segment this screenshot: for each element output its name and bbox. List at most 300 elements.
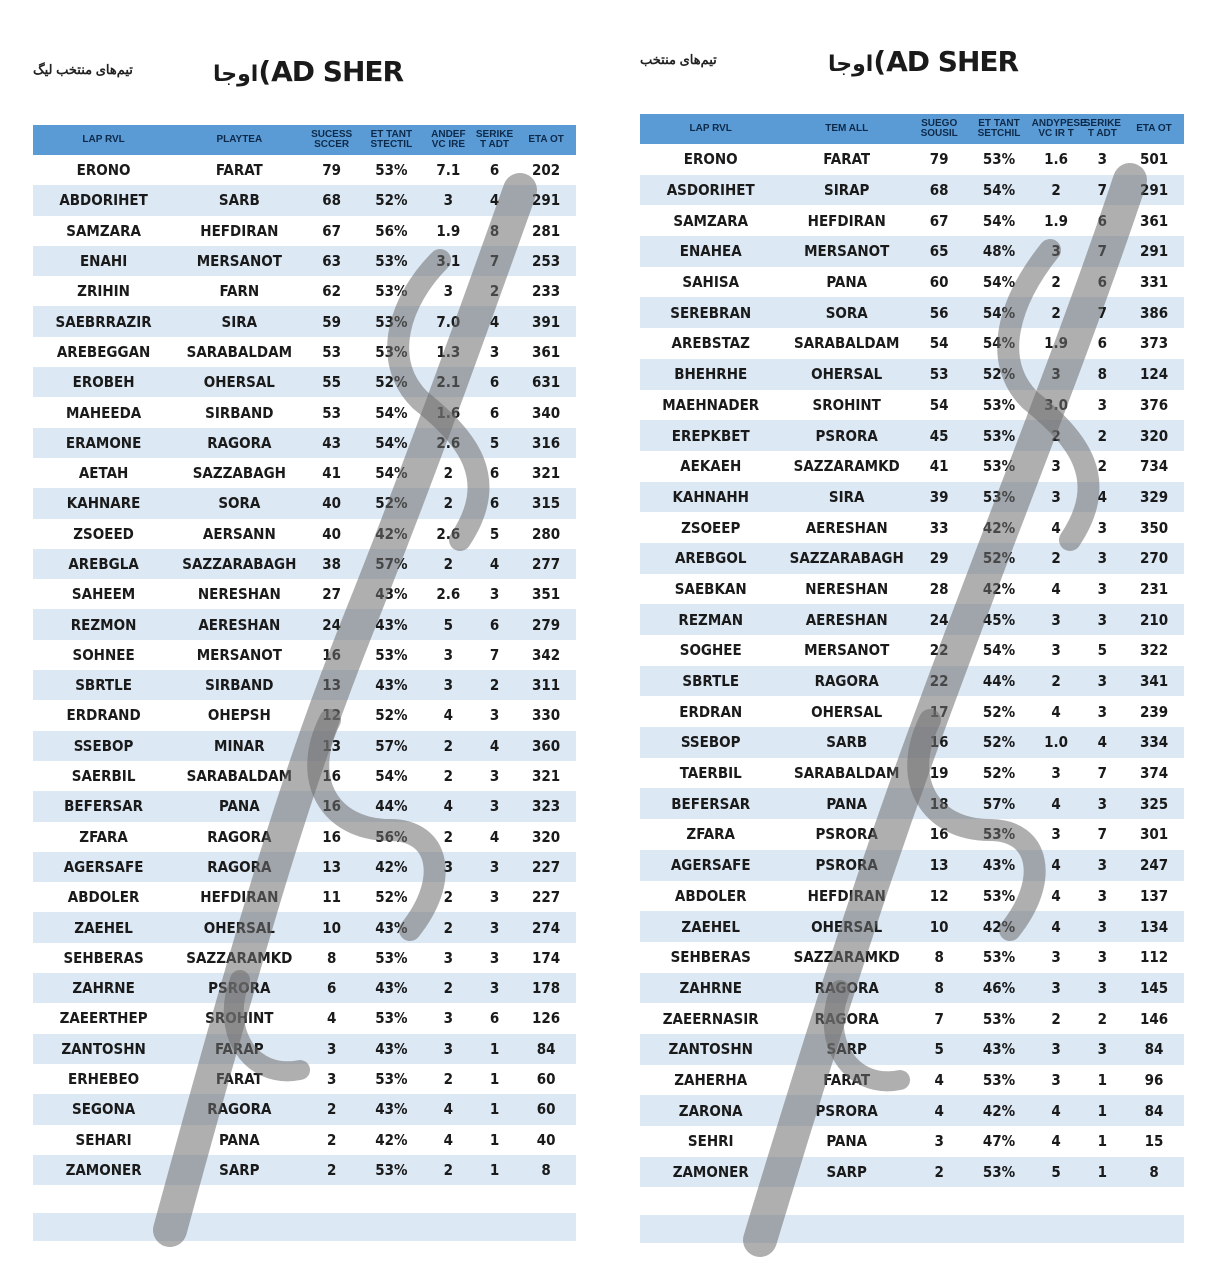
right-subtitle: تیم‌های منتخب — [640, 52, 717, 67]
team-name: OHEPSH — [207, 706, 271, 725]
pct-value: 46% — [982, 978, 1016, 997]
success-value: 68 — [929, 181, 949, 200]
pct-value: 43% — [375, 585, 408, 604]
player-name: AGERSAFE — [670, 856, 751, 875]
right-panel — [640, 0, 1184, 1280]
pct-value: 53% — [982, 948, 1016, 967]
total-value: 501 — [1139, 150, 1169, 169]
team-name: HEFDIRAN — [200, 888, 279, 907]
success-value: 8 — [934, 978, 944, 997]
team-name: MERSANOT — [804, 641, 890, 660]
total-value: 146 — [1139, 1009, 1169, 1028]
serve-value: 3 — [1097, 886, 1108, 905]
right-header-success: SUEGO SOUSIL — [920, 118, 958, 139]
total-value: 315 — [532, 494, 561, 513]
serve-value: 7 — [1097, 303, 1108, 322]
table-row — [33, 488, 576, 518]
pct-value: 53% — [375, 342, 408, 361]
total-value: 281 — [532, 221, 561, 240]
pct-value: 53% — [375, 282, 408, 301]
serve-value: 3 — [489, 888, 500, 907]
pct-value: 43% — [375, 1039, 408, 1058]
team-name: SARP — [826, 1163, 867, 1182]
table-row — [33, 943, 576, 973]
serve-value: 3 — [489, 706, 500, 725]
pct-value: 53% — [982, 1070, 1016, 1089]
serve-value: 3 — [489, 918, 500, 937]
player-name: KAHNAHH — [672, 487, 749, 506]
table-row — [640, 482, 1184, 513]
pct-value: 53% — [982, 825, 1016, 844]
team-name: SIRAP — [823, 181, 870, 200]
team-name: SARB — [218, 191, 260, 210]
player-name: REZMAN — [678, 610, 743, 629]
total-value: 112 — [1139, 948, 1169, 967]
success-value: 62 — [322, 282, 342, 301]
success-value: 59 — [322, 312, 342, 331]
player-name: ENAHEA — [679, 242, 742, 261]
team-name: MERSANOT — [196, 252, 282, 271]
pct-value: 54% — [982, 181, 1016, 200]
left-table — [33, 125, 576, 1269]
total-value: 280 — [532, 524, 561, 543]
table-row — [640, 973, 1184, 1004]
serve-value: 6 — [489, 403, 500, 422]
success-value: 13 — [322, 676, 342, 695]
success-value: 60 — [929, 273, 949, 292]
player-name: ZAEERTHEP — [59, 1009, 148, 1028]
total-value: 329 — [1139, 487, 1169, 506]
avg-value: 1.9 — [1044, 334, 1069, 353]
right-header-team: TEM ALL — [825, 123, 869, 134]
team-name: MERSANOT — [804, 242, 890, 261]
team-name: RAGORA — [814, 978, 879, 997]
table-row — [640, 297, 1184, 328]
right-header-pct: ET TANT SETCHIL — [977, 118, 1021, 139]
total-value: 124 — [1139, 365, 1169, 384]
player-name: BEFERSAR — [671, 794, 751, 813]
total-value: 178 — [532, 979, 561, 998]
success-value: 19 — [929, 764, 949, 783]
success-value: 12 — [322, 706, 342, 725]
success-value: 65 — [929, 242, 949, 261]
success-value: 4 — [326, 1009, 337, 1028]
pct-value: 52% — [982, 764, 1016, 783]
team-name: SARP — [219, 1160, 260, 1179]
table-row — [640, 1126, 1184, 1157]
total-value: 291 — [1139, 181, 1169, 200]
team-name: FARAT — [215, 161, 263, 180]
success-value: 16 — [322, 645, 342, 664]
serve-value: 5 — [489, 524, 500, 543]
player-name: SEHARI — [75, 1130, 132, 1149]
pct-value: 43% — [375, 979, 408, 998]
serve-value: 1 — [1097, 1070, 1108, 1089]
right-empty-row — [640, 1243, 1184, 1280]
right-header-avg: ANDYPESE VC IR T — [1031, 118, 1087, 139]
table-row — [640, 758, 1184, 789]
serve-value: 8 — [1097, 365, 1108, 384]
player-name: ASDORIHET — [666, 181, 755, 200]
team-name: OHERSAL — [203, 373, 275, 392]
player-name: SAHISA — [682, 273, 740, 292]
success-value: 13 — [929, 856, 949, 875]
avg-value: 2 — [443, 767, 454, 786]
total-value: 253 — [532, 252, 561, 271]
player-name: SAEBRRAZIR — [55, 312, 152, 331]
team-name: SROHINT — [812, 395, 881, 414]
table-row — [640, 420, 1184, 451]
player-name: SAERBIL — [71, 767, 136, 786]
pct-value: 48% — [982, 242, 1016, 261]
total-value: 231 — [1139, 579, 1169, 598]
team-name: OHERSAL — [811, 702, 883, 721]
pct-value: 53% — [982, 1009, 1016, 1028]
pct-value: 53% — [375, 161, 408, 180]
avg-value: 2 — [443, 1070, 454, 1089]
team-name: SAZZARAMKD — [186, 948, 293, 967]
success-value: 55 — [322, 373, 342, 392]
pct-value: 42% — [982, 518, 1016, 537]
left-header-success: SUCESS SCCER — [311, 129, 353, 150]
table-row — [33, 428, 576, 458]
player-name: ERDRAN — [679, 702, 743, 721]
table-row — [33, 397, 576, 427]
avg-value: 3 — [1051, 487, 1061, 506]
table-row — [33, 912, 576, 942]
left-panel — [33, 0, 576, 1280]
pct-value: 52% — [982, 702, 1016, 721]
serve-value: 5 — [1097, 641, 1108, 660]
table-row — [33, 337, 576, 367]
avg-value: 2 — [443, 827, 454, 846]
success-value: 39 — [929, 487, 949, 506]
table-row — [33, 155, 576, 185]
table-row — [640, 911, 1184, 942]
table-row — [33, 1094, 576, 1124]
left-empty-row — [33, 1213, 576, 1241]
total-value: 360 — [532, 736, 561, 755]
team-name: SAZZARAMKD — [793, 948, 900, 967]
pct-value: 53% — [375, 1160, 408, 1179]
success-value: 3 — [326, 1039, 337, 1058]
success-value: 41 — [322, 464, 342, 483]
pct-value: 57% — [982, 794, 1016, 813]
table-row — [33, 306, 576, 336]
team-name: PSRORA — [815, 825, 878, 844]
pct-value: 53% — [982, 150, 1016, 169]
table-row — [33, 458, 576, 488]
serve-value: 1 — [489, 1130, 500, 1149]
team-name: PANA — [826, 794, 868, 813]
serve-value: 8 — [489, 221, 500, 240]
pct-value: 43% — [375, 676, 408, 695]
total-value: 361 — [1139, 211, 1169, 230]
player-name: SAEBKAN — [674, 579, 747, 598]
success-value: 12 — [929, 886, 949, 905]
total-value: 631 — [532, 373, 561, 392]
pct-value: 42% — [375, 1130, 408, 1149]
avg-value: 2 — [1051, 181, 1061, 200]
team-name: SIRA — [221, 312, 258, 331]
total-value: 174 — [532, 948, 561, 967]
player-name: ERAMONE — [65, 433, 142, 452]
total-value: 391 — [532, 312, 561, 331]
team-name: RAGORA — [207, 857, 272, 876]
team-name: RAGORA — [207, 1100, 272, 1119]
team-name: FARAT — [215, 1070, 263, 1089]
serve-value: 4 — [489, 312, 500, 331]
team-name: FARAP — [214, 1039, 264, 1058]
pct-value: 53% — [982, 886, 1016, 905]
avg-value: 3 — [443, 1039, 454, 1058]
pct-value: 54% — [982, 211, 1016, 230]
player-name: BHEHRHE — [674, 365, 748, 384]
team-name: PANA — [826, 1132, 868, 1151]
serve-value: 1 — [489, 1100, 500, 1119]
team-name: SIRBAND — [205, 403, 274, 422]
table-row — [33, 276, 576, 306]
avg-value: 3 — [443, 1009, 454, 1028]
serve-value: 1 — [1097, 1132, 1108, 1151]
team-name: HEFDIRAN — [807, 211, 886, 230]
avg-value: 3 — [443, 676, 454, 695]
avg-value: 5 — [1051, 1163, 1061, 1182]
player-name: AREBEGGAN — [56, 342, 151, 361]
avg-value: 3 — [1051, 825, 1061, 844]
player-name: ZAEERNASIR — [662, 1009, 759, 1028]
serve-value: 3 — [489, 948, 500, 967]
pct-value: 44% — [375, 797, 408, 816]
serve-value: 1 — [1097, 1163, 1108, 1182]
pct-value: 54% — [982, 641, 1016, 660]
total-value: 84 — [1144, 1101, 1164, 1120]
left-table-header — [33, 125, 576, 155]
serve-value: 1 — [489, 1160, 500, 1179]
avg-value: 2 — [1051, 672, 1061, 691]
success-value: 16 — [929, 825, 949, 844]
player-name: AREBGOL — [674, 549, 747, 568]
avg-value: 3 — [443, 282, 454, 301]
avg-value: 1.6 — [436, 403, 461, 422]
total-value: 84 — [536, 1039, 556, 1058]
pct-value: 52% — [982, 549, 1016, 568]
player-name: SBRTLE — [682, 672, 740, 691]
right-empty-row — [640, 1187, 1184, 1215]
player-name: AREBSTAZ — [671, 334, 750, 353]
player-name: ZAHRNE — [679, 978, 742, 997]
player-name: REZMON — [70, 615, 137, 634]
player-name: ZANTOSHN — [61, 1039, 146, 1058]
success-value: 8 — [326, 948, 337, 967]
player-name: ZAEHEL — [74, 918, 133, 937]
left-brand-script: اوجا — [213, 62, 259, 87]
avg-value: 4 — [1051, 886, 1061, 905]
avg-value: 2.6 — [436, 524, 461, 543]
player-name: ZSOEED — [73, 524, 134, 543]
pct-value: 42% — [375, 857, 408, 876]
avg-value: 3 — [1051, 242, 1061, 261]
total-value: 301 — [1139, 825, 1169, 844]
success-value: 54 — [929, 395, 949, 414]
total-value: 321 — [532, 767, 561, 786]
serve-value: 1 — [489, 1039, 500, 1058]
avg-value: 2 — [1051, 549, 1061, 568]
team-name: PSRORA — [815, 426, 878, 445]
success-value: 2 — [326, 1100, 337, 1119]
avg-value: 2.6 — [436, 433, 461, 452]
player-name: ZAMONER — [65, 1160, 142, 1179]
right-header-serve: SERIKE T ADT — [1083, 118, 1121, 139]
player-name: MAEHNADER — [662, 395, 760, 414]
avg-value: 2 — [443, 979, 454, 998]
total-value: 247 — [1139, 856, 1169, 875]
avg-value: 3.0 — [1044, 395, 1069, 414]
pct-value: 52% — [982, 733, 1016, 752]
total-value: 274 — [532, 918, 561, 937]
total-value: 311 — [532, 676, 561, 695]
team-name: SARABALDAM — [186, 342, 293, 361]
total-value: 126 — [532, 1009, 561, 1028]
avg-value: 1.6 — [1044, 150, 1069, 169]
avg-value: 2 — [443, 888, 454, 907]
serve-value: 3 — [1097, 395, 1108, 414]
avg-value: 4 — [443, 1100, 454, 1119]
left-table-body — [33, 155, 576, 1185]
player-name: ERONO — [76, 161, 131, 180]
pct-value: 43% — [982, 1040, 1016, 1059]
table-row — [33, 367, 576, 397]
pct-value: 53% — [982, 395, 1016, 414]
player-name: ZFARA — [79, 827, 128, 846]
serve-value: 3 — [489, 342, 500, 361]
serve-value: 3 — [1097, 856, 1108, 875]
success-value: 53 — [322, 403, 342, 422]
serve-value: 5 — [489, 433, 500, 452]
success-value: 7 — [934, 1009, 944, 1028]
total-value: 8 — [541, 1160, 551, 1179]
right-table-footer — [640, 1187, 1184, 1280]
total-value: 291 — [532, 191, 561, 210]
serve-value: 3 — [1097, 549, 1108, 568]
table-row — [33, 852, 576, 882]
table-row — [33, 1155, 576, 1185]
table-row — [33, 216, 576, 246]
avg-value: 4 — [1051, 518, 1061, 537]
success-value: 28 — [929, 579, 949, 598]
pct-value: 45% — [982, 610, 1016, 629]
pct-value: 56% — [375, 827, 408, 846]
serve-value: 6 — [1097, 211, 1108, 230]
serve-value: 3 — [489, 797, 500, 816]
table-row — [33, 579, 576, 609]
player-name: SEGONA — [71, 1100, 136, 1119]
serve-value: 3 — [489, 767, 500, 786]
table-row — [640, 1065, 1184, 1096]
left-brand-text: (AD SHER — [258, 55, 404, 88]
player-name: ZSOEEP — [681, 518, 741, 537]
player-name: EROBEH — [72, 373, 135, 392]
success-value: 54 — [929, 334, 949, 353]
team-name: RAGORA — [814, 1009, 879, 1028]
serve-value: 2 — [1097, 1009, 1108, 1028]
player-name: SEHBERAS — [670, 948, 751, 967]
player-name: ERONO — [683, 150, 738, 169]
avg-value: 4 — [443, 706, 454, 725]
team-name: SIRBAND — [205, 676, 274, 695]
serve-value: 6 — [489, 1009, 500, 1028]
table-row — [33, 973, 576, 1003]
serve-value: 3 — [1097, 702, 1108, 721]
serve-value: 4 — [489, 736, 500, 755]
success-value: 24 — [929, 610, 949, 629]
serve-value: 1 — [489, 1070, 500, 1089]
total-value: 734 — [1139, 457, 1169, 476]
pct-value: 42% — [982, 1101, 1016, 1120]
table-row — [33, 882, 576, 912]
success-value: 53 — [929, 365, 949, 384]
table-row — [33, 670, 576, 700]
success-value: 68 — [322, 191, 342, 210]
pct-value: 52% — [375, 888, 408, 907]
player-name: ERDRAND — [66, 706, 141, 725]
player-name: ZAHERHA — [674, 1070, 748, 1089]
table-row — [33, 1003, 576, 1033]
avg-value: 3 — [1051, 1040, 1061, 1059]
pct-value: 57% — [375, 736, 408, 755]
total-value: 350 — [1139, 518, 1169, 537]
success-value: 33 — [929, 518, 949, 537]
total-value: 8 — [1149, 1163, 1159, 1182]
serve-value: 7 — [489, 252, 500, 271]
table-row — [640, 543, 1184, 574]
total-value: 233 — [532, 282, 561, 301]
table-row — [640, 236, 1184, 267]
player-name: SSEBOP — [680, 733, 741, 752]
total-value: 316 — [532, 433, 561, 452]
avg-value: 4 — [1051, 794, 1061, 813]
success-value: 3 — [326, 1070, 337, 1089]
player-name: SEHRI — [687, 1132, 734, 1151]
serve-value: 3 — [1097, 518, 1108, 537]
avg-value: 7.1 — [436, 161, 461, 180]
avg-value: 3 — [443, 645, 454, 664]
pct-value: 53% — [375, 1070, 408, 1089]
player-name: SEHBERAS — [63, 948, 144, 967]
success-value: 27 — [322, 585, 342, 604]
avg-value: 3 — [1051, 764, 1061, 783]
avg-value: 3 — [1051, 1070, 1061, 1089]
player-name: SAHEEM — [71, 585, 136, 604]
table-row — [640, 635, 1184, 666]
team-name: FARAT — [823, 1070, 871, 1089]
avg-value: 4 — [1051, 856, 1061, 875]
serve-value: 6 — [489, 464, 500, 483]
table-row — [33, 185, 576, 215]
pct-value: 54% — [375, 433, 408, 452]
avg-value: 3 — [443, 948, 454, 967]
total-value: 145 — [1139, 978, 1169, 997]
serve-value: 4 — [1097, 733, 1108, 752]
serve-value: 3 — [489, 585, 500, 604]
table-row — [640, 144, 1184, 175]
serve-value: 2 — [489, 282, 500, 301]
table-row — [640, 512, 1184, 543]
team-name: SAZZARAMKD — [793, 457, 900, 476]
team-name: AERESHAN — [805, 518, 888, 537]
player-name: ABDOLER — [67, 888, 140, 907]
pct-value: 53% — [982, 426, 1016, 445]
